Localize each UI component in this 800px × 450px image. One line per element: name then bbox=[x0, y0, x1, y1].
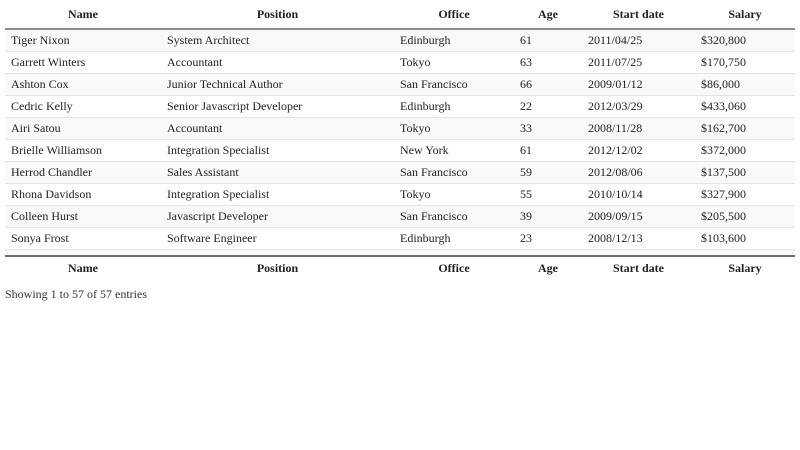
cell-position: Junior Technical Author bbox=[161, 74, 394, 96]
cell-start-date: 2012/03/29 bbox=[582, 96, 695, 118]
cell-age: 39 bbox=[514, 206, 582, 228]
cell-office: Edinburgh bbox=[394, 96, 514, 118]
table-row bbox=[5, 184, 795, 206]
cell-start-date: 2009/01/12 bbox=[582, 74, 695, 96]
cell-start-date: 2008/12/13 bbox=[582, 228, 695, 250]
table-row bbox=[5, 29, 795, 52]
column-header-position[interactable]: Position bbox=[161, 0, 394, 29]
cell-start-date: 2012/12/02 bbox=[582, 140, 695, 162]
cell-name: Cedric Kelly bbox=[5, 96, 161, 118]
cell-office: San Francisco bbox=[394, 162, 514, 184]
cell-age: 55 bbox=[514, 184, 582, 206]
cell-position: Accountant bbox=[161, 118, 394, 140]
cell-start-date: 2009/09/15 bbox=[582, 206, 695, 228]
footer-header-office: Office bbox=[394, 256, 514, 280]
footer-header-position: Position bbox=[161, 256, 394, 280]
cell-name: Herrod Chandler bbox=[5, 162, 161, 184]
cell-salary: $433,060 bbox=[695, 96, 795, 118]
column-header-start-date[interactable]: Start date bbox=[582, 0, 695, 29]
table-row bbox=[5, 118, 795, 140]
cell-office: San Francisco bbox=[394, 206, 514, 228]
table-body bbox=[5, 29, 795, 256]
cell-name: Tiger Nixon bbox=[5, 29, 161, 52]
cell-position: Sales Assistant bbox=[161, 162, 394, 184]
cell-salary: $86,000 bbox=[695, 74, 795, 96]
cell-name: Brielle Williamson bbox=[5, 140, 161, 162]
footer-header-salary: Salary bbox=[695, 256, 795, 280]
cell-age: 61 bbox=[514, 140, 582, 162]
cell-office: Tokyo bbox=[394, 118, 514, 140]
cell-position: Software Engineer bbox=[161, 228, 394, 250]
column-header-age[interactable]: Age bbox=[514, 0, 582, 29]
employees-table bbox=[5, 0, 795, 280]
cell-position: Integration Specialist bbox=[161, 184, 394, 206]
cell-salary: $162,700 bbox=[695, 118, 795, 140]
cell-name: Rhona Davidson bbox=[5, 184, 161, 206]
footer-header-start-date: Start date bbox=[582, 256, 695, 280]
column-header-name[interactable]: Name bbox=[5, 0, 161, 29]
table-footer bbox=[5, 256, 795, 280]
cell-office: New York bbox=[394, 140, 514, 162]
cell-position: Senior Javascript Developer bbox=[161, 96, 394, 118]
table-row bbox=[5, 52, 795, 74]
footer-header-age: Age bbox=[514, 256, 582, 280]
table-row bbox=[5, 162, 795, 184]
cell-position: Javascript Developer bbox=[161, 206, 394, 228]
cell-name: Colleen Hurst bbox=[5, 206, 161, 228]
cell-start-date: 2011/07/25 bbox=[582, 52, 695, 74]
cell-age: 59 bbox=[514, 162, 582, 184]
cell-salary: $170,750 bbox=[695, 52, 795, 74]
cell-age: 66 bbox=[514, 74, 582, 96]
cell-age: 61 bbox=[514, 29, 582, 52]
table-header bbox=[5, 0, 795, 29]
cell-office: Tokyo bbox=[394, 184, 514, 206]
cell-age: 22 bbox=[514, 96, 582, 118]
cell-age: 33 bbox=[514, 118, 582, 140]
cell-name: Ashton Cox bbox=[5, 74, 161, 96]
cell-salary: $137,500 bbox=[695, 162, 795, 184]
cell-start-date: 2008/11/28 bbox=[582, 118, 695, 140]
table-row bbox=[5, 206, 795, 228]
cell-start-date: 2010/10/14 bbox=[582, 184, 695, 206]
cell-salary: $320,800 bbox=[695, 29, 795, 52]
cell-start-date: 2012/08/06 bbox=[582, 162, 695, 184]
footer-header-name: Name bbox=[5, 256, 161, 280]
table-info: Showing 1 to 57 of 57 entries bbox=[5, 287, 147, 301]
cell-position: Accountant bbox=[161, 52, 394, 74]
cell-position: Integration Specialist bbox=[161, 140, 394, 162]
cell-office: San Francisco bbox=[394, 74, 514, 96]
datatable-wrapper bbox=[5, 0, 795, 302]
cell-salary: $372,000 bbox=[695, 140, 795, 162]
cell-position: System Architect bbox=[161, 29, 394, 52]
cell-office: Edinburgh bbox=[394, 29, 514, 52]
cell-age: 23 bbox=[514, 228, 582, 250]
table-row bbox=[5, 74, 795, 96]
cell-name: Airi Satou bbox=[5, 118, 161, 140]
cell-name: Garrett Winters bbox=[5, 52, 161, 74]
column-header-office[interactable]: Office bbox=[394, 0, 514, 29]
column-header-salary[interactable]: Salary bbox=[695, 0, 795, 29]
table-row bbox=[5, 140, 795, 162]
table-row bbox=[5, 228, 795, 250]
cell-name: Sonya Frost bbox=[5, 228, 161, 250]
table-row bbox=[5, 96, 795, 118]
cell-salary: $103,600 bbox=[695, 228, 795, 250]
cell-salary: $205,500 bbox=[695, 206, 795, 228]
cell-office: Edinburgh bbox=[394, 228, 514, 250]
cell-salary: $327,900 bbox=[695, 184, 795, 206]
cell-age: 63 bbox=[514, 52, 582, 74]
cell-office: Tokyo bbox=[394, 52, 514, 74]
cell-start-date: 2011/04/25 bbox=[582, 29, 695, 52]
